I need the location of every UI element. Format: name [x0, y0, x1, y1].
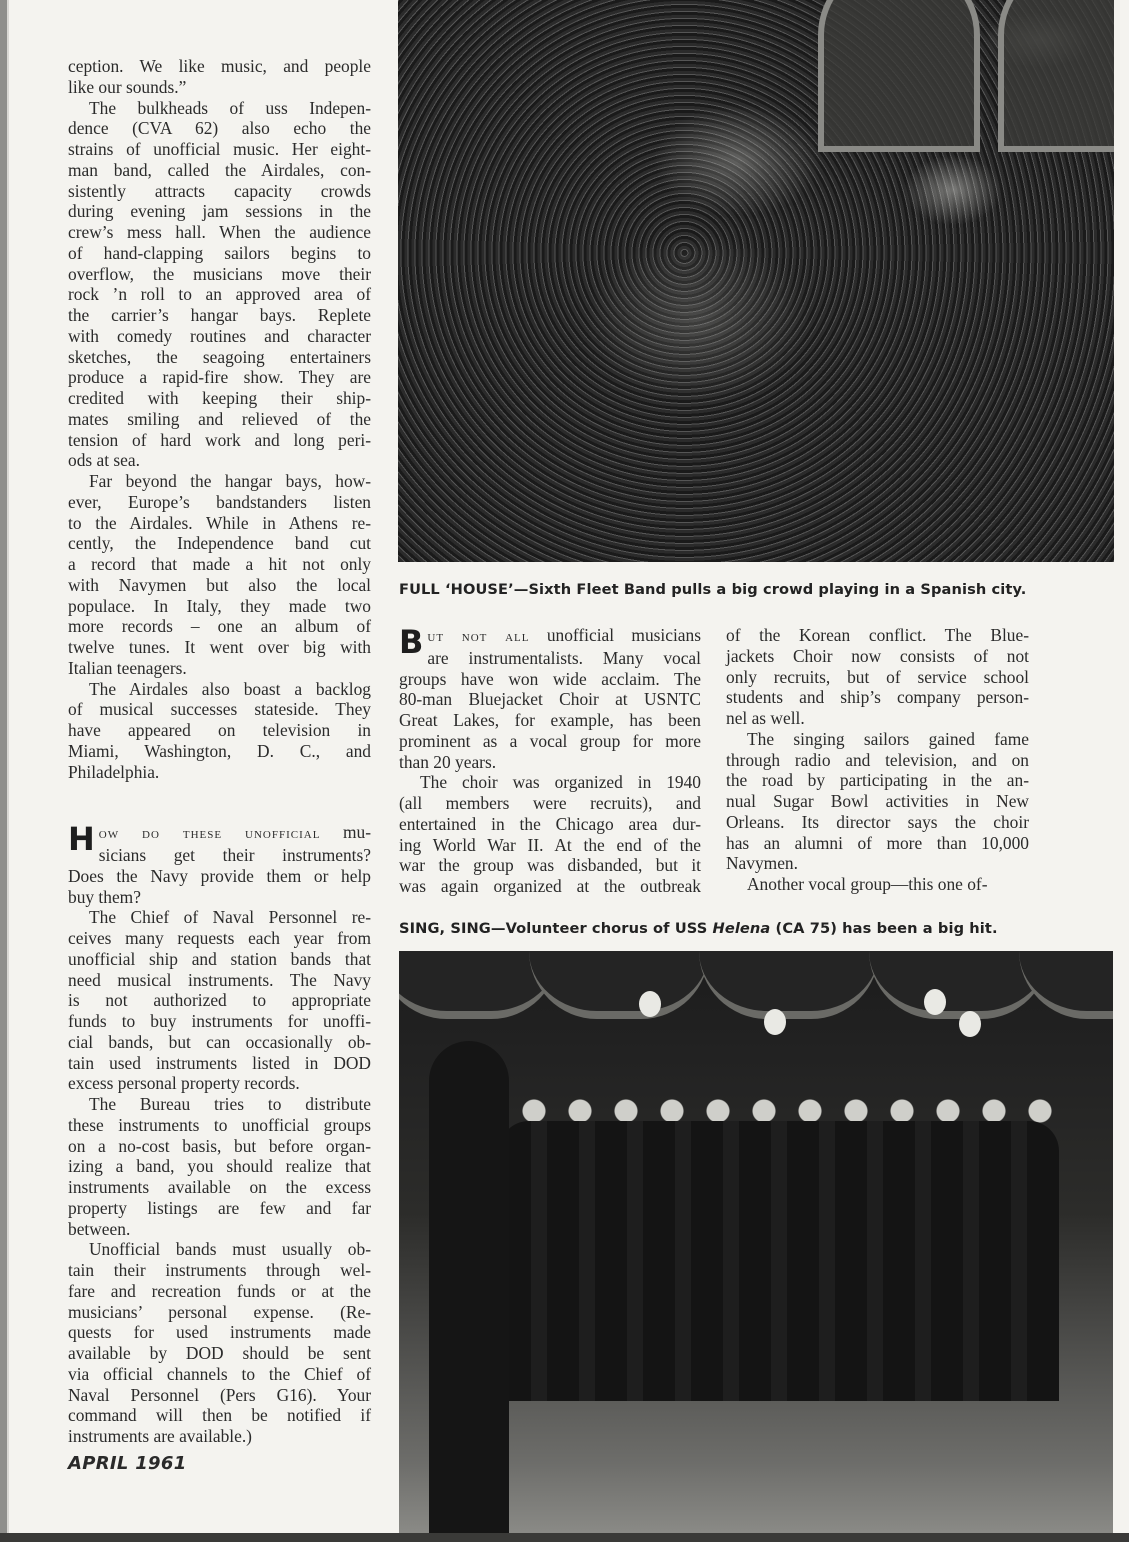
- drop-cap: B: [399, 623, 424, 661]
- text-line: quests for used instruments made: [68, 1322, 371, 1343]
- text-line: Great Lakes, for example, has been: [399, 710, 701, 730]
- text-line: Orleans. Its director says the choir: [726, 811, 1029, 832]
- photo-caption-choir: [399, 920, 1115, 938]
- text-line: Does the Navy provide them or help: [68, 865, 371, 886]
- text-line: ceives many requests each year from: [68, 928, 371, 948]
- section-gap: [68, 782, 371, 822]
- photo-lamp: [959, 1011, 981, 1037]
- text-line: musicians’ personal expense. (Re-: [68, 1301, 371, 1322]
- text-line: on a no-cost basis, but before organ-: [68, 1135, 371, 1156]
- photo-drape: [1019, 951, 1113, 1019]
- text-line: The bulkheads of uss Indepen-: [89, 97, 371, 118]
- text-line: Miami, Washington, D. C., and: [68, 740, 371, 761]
- photo-conductor: [429, 1041, 509, 1533]
- scan-bottom-edge: [0, 1533, 1129, 1542]
- text-line: the carrier’s hangar bays. Replete: [68, 305, 371, 325]
- text-line: izing a band, you should realize that: [68, 1156, 371, 1177]
- text-line: has an alumni of more than 10,000: [726, 832, 1029, 853]
- text-line: tain their instruments through wel-: [68, 1260, 371, 1280]
- text-line: prominent as a vocal group for more: [399, 730, 701, 751]
- right-column: [726, 625, 1029, 895]
- photo-lamp: [639, 991, 661, 1017]
- text-line: ut not all unofficial musicians: [427, 625, 701, 645]
- text-line: The Bureau tries to distribute: [89, 1094, 371, 1114]
- middle-column: [399, 625, 701, 897]
- text-line: overflow, the musicians move their: [68, 263, 371, 284]
- left-column: [68, 56, 371, 1447]
- text-line: than 20 years.: [399, 751, 497, 772]
- text-line: produce a rapid-fire show. They are: [68, 367, 371, 388]
- photo-arch: [998, 0, 1114, 152]
- text-line: groups have won wide acclaim. The: [399, 668, 701, 689]
- photo-lamp: [924, 989, 946, 1015]
- page-folio-date: APRIL 1961: [68, 1453, 187, 1474]
- scan-left-edge: [0, 0, 7, 1542]
- text-line: to the Airdales. While in Athens re-: [68, 512, 371, 533]
- text-line: war the group was disbanded, but it: [399, 855, 701, 876]
- text-line: during evening jam sessions in the: [68, 201, 371, 222]
- text-line: dence (CVA 62) also echo the: [68, 118, 371, 139]
- text-line: ever, Europe’s bandstanders listen: [68, 491, 371, 512]
- text-line: property listings are few and far: [68, 1197, 371, 1218]
- text-line: more records – one an album of: [68, 616, 371, 637]
- text-line: Philadelphia.: [68, 761, 160, 782]
- text-line: Naval Personnel (Pers G16). Your: [68, 1384, 371, 1405]
- text-line: these instruments to unofficial groups: [68, 1114, 371, 1135]
- drop-cap: H: [68, 820, 95, 859]
- text-line: command will then be notified if: [68, 1405, 371, 1426]
- text-line: man band, called the Airdales, con-: [68, 159, 371, 180]
- text-line: Italian teenagers.: [68, 657, 187, 678]
- text-line: funds to buy instruments for unoffi-: [68, 1011, 371, 1031]
- text-line: Another vocal group—this one of-: [747, 874, 988, 894]
- text-line: with comedy routines and character: [68, 325, 371, 346]
- text-line: credited with keeping their ship-: [68, 388, 371, 408]
- caption-text: (CA 75) has been a big hit.: [770, 920, 998, 937]
- text-line: instruments are available.): [68, 1426, 252, 1446]
- text-line: a record that made a hit not only: [68, 554, 371, 574]
- photo-drape: [699, 951, 879, 1019]
- text-line: of musical successes stateside. They: [68, 699, 371, 720]
- text-line: through radio and television, and on: [726, 749, 1029, 770]
- text-line: via official channels to the Chief of: [68, 1363, 371, 1384]
- text-line: unofficial ship and station bands that: [68, 948, 371, 969]
- text-line: with Navymen but also the local: [68, 574, 371, 595]
- text-line: The Chief of Naval Personnel re-: [89, 907, 371, 928]
- text-line: ing World War II. At the end of the: [399, 834, 701, 855]
- photo-singers: [499, 1121, 1059, 1401]
- text-line: sicians get their instruments?: [98, 845, 371, 865]
- text-line: twelve tunes. It went over big with: [68, 637, 371, 657]
- text-line: strains of unofficial music. Her eight-: [68, 139, 371, 159]
- photo-drape: [529, 951, 709, 1019]
- text-line: ods at sea.: [68, 450, 140, 471]
- text-line: entertained in the Chicago area dur-: [399, 813, 701, 834]
- text-line: nel as well.: [726, 708, 805, 728]
- text-line: crew’s mess hall. When the audience: [68, 222, 371, 242]
- text-line: Navymen.: [726, 853, 798, 874]
- text-line: the road by participating in the an-: [726, 770, 1029, 791]
- caption-ship-name: Helena: [712, 920, 771, 937]
- text-line: was again organized at the outbreak: [399, 876, 701, 896]
- text-line: sistently attracts capacity crowds: [68, 180, 371, 201]
- text-line: only recruits, but of service school: [726, 666, 1029, 687]
- photo-lamp: [764, 1009, 786, 1035]
- text-line: The singing sailors gained fame: [747, 728, 1029, 749]
- text-line: between.: [68, 1218, 131, 1239]
- text-line: fare and recreation funds or at the: [68, 1280, 371, 1301]
- caption-text: —Sixth Fleet Band pulls a big crowd playing in a Spanish city.: [513, 581, 1027, 598]
- text-line: (all members were recruits), and: [399, 793, 701, 813]
- text-line: populace. In Italy, they made two: [68, 595, 371, 616]
- text-line: of the Korean conflict. The Blue-: [726, 625, 1029, 645]
- photo-choir: [399, 951, 1113, 1533]
- caption-text: —Volunteer chorus of USS: [490, 920, 713, 937]
- text-line: rock ’n roll to an approved area of: [68, 284, 371, 305]
- photo-band-crowd: [398, 0, 1114, 562]
- caption-label: SING, SING: [399, 920, 491, 937]
- text-line: The choir was organized in 1940: [420, 772, 701, 793]
- text-line: of hand-clapping sailors begins to: [68, 242, 371, 263]
- small-caps-lead: ut not all: [427, 629, 530, 645]
- text-line: tension of hard work and long peri-: [68, 429, 371, 450]
- text-line: instruments available on the excess: [68, 1177, 371, 1197]
- text-line: The Airdales also boast a backlog: [89, 678, 371, 699]
- text-line: jackets Choir now consists of not: [726, 645, 1029, 666]
- text-line: available by DOD should be sent: [68, 1343, 371, 1363]
- text-line: Far beyond the hangar bays, how-: [89, 471, 371, 491]
- text-line: cently, the Independence band cut: [68, 533, 371, 554]
- text-line: need musical instruments. The Navy: [68, 969, 371, 990]
- scan-right-edge: [1124, 0, 1129, 1542]
- text-line: students and ship’s company person-: [726, 687, 1029, 708]
- photo-arch: [818, 0, 980, 152]
- text-line: tain used instruments listed in DOD: [68, 1052, 371, 1073]
- photo-caption-crowd: [399, 581, 1115, 599]
- text-line: ow do these unofficial mu-: [98, 822, 371, 843]
- text-line: ception. We like music, and people: [68, 56, 371, 76]
- text-line: 80-man Bluejacket Choir at USNTC: [399, 689, 701, 710]
- text-line: Unofficial bands must usually ob-: [89, 1239, 371, 1260]
- text-line: mates smiling and relieved of the: [68, 408, 371, 429]
- text-line: is not authorized to appropriate: [68, 990, 371, 1011]
- text-line: like our sounds.”: [68, 76, 187, 97]
- small-caps-lead: ow do these unofficial: [98, 826, 321, 843]
- text-line: cial bands, but can occasionally ob-: [68, 1031, 371, 1052]
- text-line: have appeared on television in: [68, 720, 371, 740]
- text-line: nual Sugar Bowl activities in New: [726, 791, 1029, 811]
- text-line: excess personal property records.: [68, 1073, 300, 1094]
- caption-label: FULL ‘HOUSE’: [399, 581, 514, 598]
- text-line: buy them?: [68, 886, 141, 907]
- text-line: are instrumentalists. Many vocal: [427, 647, 701, 668]
- text-line: sketches, the seagoing entertainers: [68, 346, 371, 367]
